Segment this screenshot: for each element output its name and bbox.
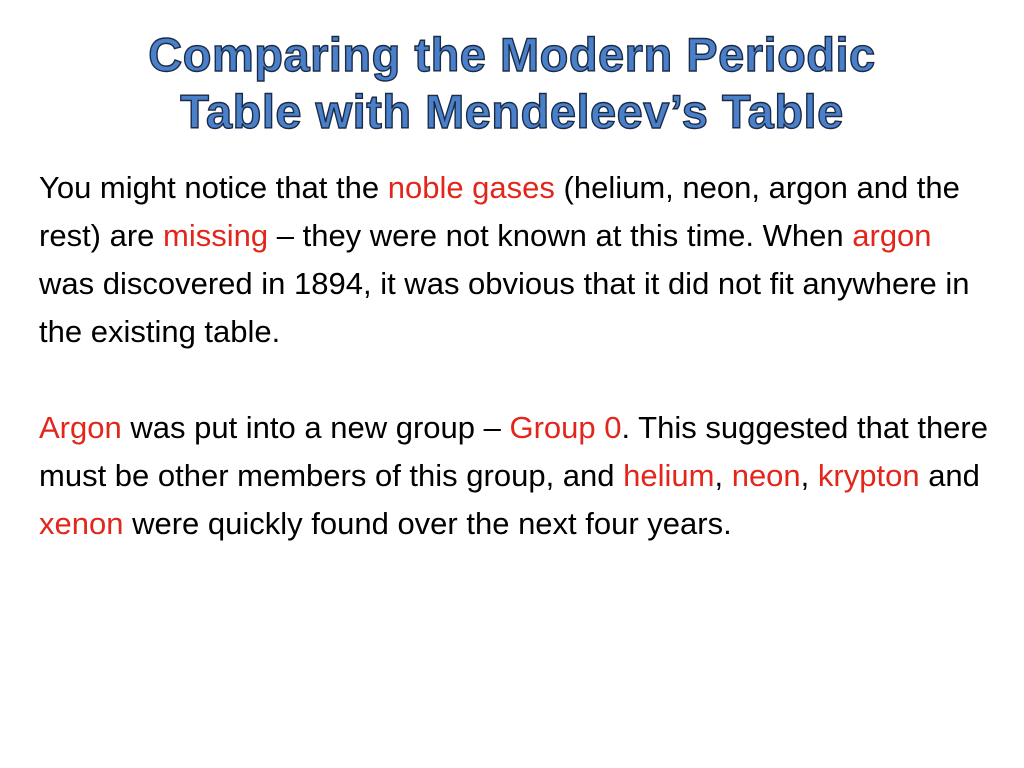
slide-body [39,164,989,548]
text-run: . This suggested that there must be other members of this group, and [39,410,988,493]
paragraph-group-0 [39,404,989,548]
text-run: were quickly found over the next four years. [123,506,732,541]
highlight-argon: argon [852,218,932,253]
slide-title-line-2: Table with Mendeleev’s Table [180,85,844,138]
highlight-helium: helium [623,458,715,493]
highlight-neon: neon [731,458,801,493]
highlight-missing: missing [163,218,269,253]
slide-title [40,26,984,140]
highlight-xenon: xenon [39,506,124,541]
text-run: You might notice that the [39,170,388,205]
text-run: was discovered in 1894, it was obvious that it did not fit anywhere in the existing table. [39,266,970,349]
highlight-noble-gases: noble gases [387,170,555,205]
text-run: , [800,458,818,493]
highlight-group-0: Group 0 [509,410,622,445]
highlight-argon-capital: Argon [39,410,122,445]
text-run: , [714,458,732,493]
text-run: was put into a new group – [121,410,510,445]
text-run: – they were not known at this time. When [268,218,853,253]
text-run: (helium, neon, argon and the rest) are [39,170,960,253]
paragraph-noble-gases [39,164,989,356]
highlight-krypton: krypton [817,458,920,493]
slide-title-line-1: Comparing the Modern Periodic [148,28,876,81]
text-run: and [919,458,980,493]
